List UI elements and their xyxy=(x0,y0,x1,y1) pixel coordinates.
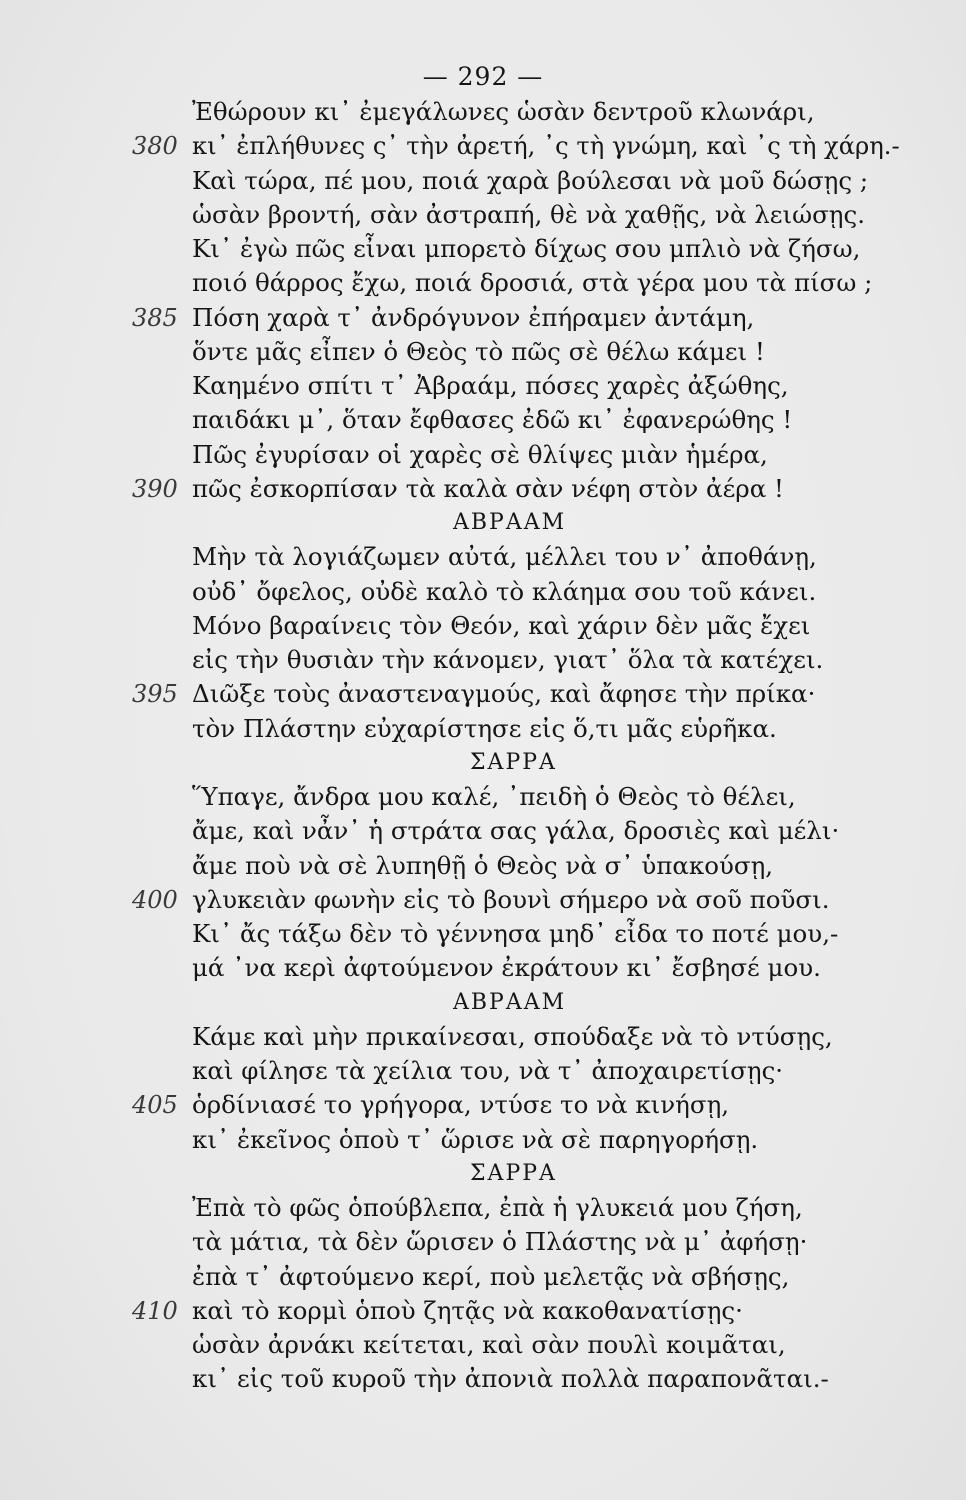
verse-line xyxy=(0,917,966,951)
verse-text: τὰ μάτια, τὰ δὲν ὥρισεν ὁ Πλάστης νὰ μ᾽ ἀφήσῃ· xyxy=(192,1227,808,1257)
speaker-heading xyxy=(0,506,966,540)
verse-line xyxy=(0,1225,966,1259)
verse-line xyxy=(0,1362,966,1396)
verse-line xyxy=(0,1328,966,1362)
verse-text: τὸν Πλάστην εὐχαρίστησε εἰς ὅ,τι μᾶς εὑρῆκα. xyxy=(192,713,777,743)
verse-line xyxy=(0,609,966,643)
line-number: 405 xyxy=(132,1091,178,1120)
verse-text: Καὶ τώρα, πέ μου, ποιά χαρὰ βούλεσαι νὰ μοῦ δώσῃς ; xyxy=(192,165,869,195)
verse-line xyxy=(0,814,966,848)
verse-text: ἐπὰ τ᾽ ἀφτούμενο κερί, ποὺ μελετᾷς νὰ σβήσῃς, xyxy=(192,1261,790,1291)
verse-line xyxy=(0,575,966,609)
verse-line xyxy=(0,129,966,163)
verse-line xyxy=(0,1088,966,1122)
verse-text: Ἐπὰ τὸ φῶς ὁπούβλεπα, ἐπὰ ἡ γλυκειά μου ζήση, xyxy=(192,1193,803,1222)
verse-line xyxy=(0,95,966,129)
verse-line xyxy=(0,266,966,300)
verse-line xyxy=(0,1123,966,1157)
verse-text: καὶ φίλησε τὰ χείλια του, νὰ τ᾽ ἀποχαιρετίσῃς· xyxy=(192,1056,784,1085)
line-number: 380 xyxy=(132,132,178,161)
verse-line xyxy=(0,643,966,677)
verse-line xyxy=(0,335,966,369)
speaker-heading xyxy=(0,986,966,1020)
verse-text: παιδάκι μ᾽, ὅταν ἔφθασες ἐδῶ κι᾽ ἐφανερώθης ! xyxy=(192,405,793,435)
verse-line xyxy=(0,232,966,266)
verse-line xyxy=(0,540,966,574)
verse-line xyxy=(0,780,966,814)
verse-text: εἰς τὴν θυσιὰν τὴν κάνομεν, γιατ᾽ ὅλα τὰ κατέχει. xyxy=(192,645,824,674)
line-number: 400 xyxy=(132,885,178,914)
verse-line xyxy=(0,438,966,472)
verse-text: Πόση χαρὰ τ᾽ ἀνδρόγυνον ἐπήραμεν ἀντάμη, xyxy=(192,302,755,332)
page-number: — 292 — xyxy=(422,62,544,91)
verse-line xyxy=(0,883,966,917)
verse-text: ὁρδίνιασέ το γρήγορα, ντύσε το νὰ κινήσῃ, xyxy=(192,1090,730,1120)
verse-text: Μὴν τὰ λογιάζωμεν αὐτά, μέλλει του ν᾽ ἀποθάνῃ, xyxy=(192,542,817,572)
verse-text: Ὕπαγε, ἄνδρα μου καλέ, ᾽πειδὴ ὁ Θεὸς τὸ θέλει, xyxy=(192,782,796,811)
verse-text: κι᾽ εἰς τοῦ κυροῦ τὴν ἀπονιὰ πολλὰ παραπονᾶται.- xyxy=(192,1364,829,1394)
verse-line xyxy=(0,369,966,403)
verse-text: γλυκειὰν φωνὴν εἰς τὸ βουνὶ σήμερο νὰ σοῦ ποῦσι. xyxy=(192,884,830,914)
verse-text: Κι᾽ ἐγὼ πῶς εἶναι μπορετὸ δίχως σου μπλιὸ νὰ ζήσω, xyxy=(192,234,861,263)
speaker-name: ΣΑΡΡΑ xyxy=(470,1160,557,1186)
line-number: 395 xyxy=(132,680,178,709)
verse-text: κι᾽ ἐπλήθυνες ς᾽ τὴν ἀρετή, ᾽ς τὴ γνώμη, καὶ ᾽ς τὴ χάρη.- xyxy=(192,132,900,161)
verse-line xyxy=(0,1020,966,1054)
verse-text: Διῶξε τοὺς ἀναστεναγμούς, καὶ ἄφησε τὴν πρίκα· xyxy=(192,679,816,709)
verse-text: κι᾽ ἐκεῖνος ὁποὺ τ᾽ ὥρισε νὰ σὲ παρηγορήσῃ. xyxy=(192,1124,759,1154)
speaker-name: ΑΒΡΑΑΜ xyxy=(453,510,567,535)
verse-line xyxy=(0,1191,966,1225)
verse-text: Κι᾽ ἄς τάξω δὲν τὸ γέννησα μηδ᾽ εἶδα το ποτέ μου,- xyxy=(192,919,839,948)
verse-text: Κάμε καὶ μὴν πρικαίνεσαι, σπούδαξε νὰ τὸ ντύσῃς, xyxy=(192,1021,833,1051)
speaker-heading xyxy=(0,1157,966,1191)
verse-line xyxy=(0,1294,966,1328)
verse-line xyxy=(0,712,966,746)
speaker-heading xyxy=(0,746,966,780)
verse-text: ἄμε, καὶ νἆν᾽ ἡ στράτα σας γάλα, δροσιὲς καὶ μέλι· xyxy=(192,816,840,846)
verse-line xyxy=(0,1260,966,1294)
verse-line xyxy=(0,677,966,711)
verse-block xyxy=(0,95,966,1397)
speaker-name: ΣΑΡΡΑ xyxy=(470,749,557,775)
verse-line xyxy=(0,951,966,985)
verse-text: οὐδ᾽ ὄφελος, οὐδὲ καλὸ τὸ κλάημα σου τοῦ κάνει. xyxy=(192,576,817,606)
verse-text: Μόνο βαραίνεις τὸν Θεόν, καὶ χάριν δὲν μᾶς ἔχει xyxy=(192,610,811,640)
verse-line xyxy=(0,1054,966,1088)
verse-text: μά ᾽να κερὶ ἀφτούμενον ἐκράτουν κι᾽ ἔσβησέ μου. xyxy=(192,953,821,983)
verse-line xyxy=(0,472,966,506)
verse-text: ὡσὰν βροντή, σὰν ἀστραπή, θὲ νὰ χαθῇς, νὰ λειώσῃς. xyxy=(192,199,865,229)
verse-text: πῶς ἐσκορπίσαν τὰ καλὰ σὰν νέφη στὸν ἀέρα ! xyxy=(192,473,784,503)
verse-line xyxy=(0,301,966,335)
verse-text: ὡσὰν ἀρνάκι κείτεται, καὶ σὰν πουλὶ κοιμᾶται, xyxy=(192,1330,786,1359)
verse-text: ὅντε μᾶς εἶπεν ὁ Θεὸς τὸ πῶς σὲ θέλω κάμει ! xyxy=(192,336,765,366)
verse-text: ποιό θάρρος ἔχω, ποιά δροσιά, στὰ γέρα μου τὰ πίσω ; xyxy=(192,268,873,298)
verse-line xyxy=(0,164,966,198)
line-number: 385 xyxy=(132,303,178,332)
speaker-name: ΑΒΡΑΑΜ xyxy=(453,989,567,1015)
line-number: 390 xyxy=(132,474,178,503)
verse-line xyxy=(0,198,966,232)
verse-text: Ἐθώρουν κι᾽ ἐμεγάλωνες ὡσὰν δεντροῦ κλωνάρι, xyxy=(192,97,815,126)
verse-text: ἄμε ποὺ νὰ σὲ λυπηθῇ ὁ Θεὸς νὰ σ᾽ ὑπακούσῃ, xyxy=(192,850,774,880)
line-number: 410 xyxy=(132,1296,178,1325)
verse-text: Καημένο σπίτι τ᾽ Ἀβραάμ, πόσες χαρὲς ἀξώθης, xyxy=(192,371,789,400)
verse-line xyxy=(0,849,966,883)
verse-text: Πῶς ἐγυρίσαν οἱ χαρὲς σὲ θλίψες μιὰν ἡμέρα, xyxy=(192,439,768,469)
verse-line xyxy=(0,403,966,437)
verse-text: καὶ τὸ κορμὶ ὁποὺ ζητᾷς νὰ κακοθανατίσῃς· xyxy=(192,1295,743,1325)
